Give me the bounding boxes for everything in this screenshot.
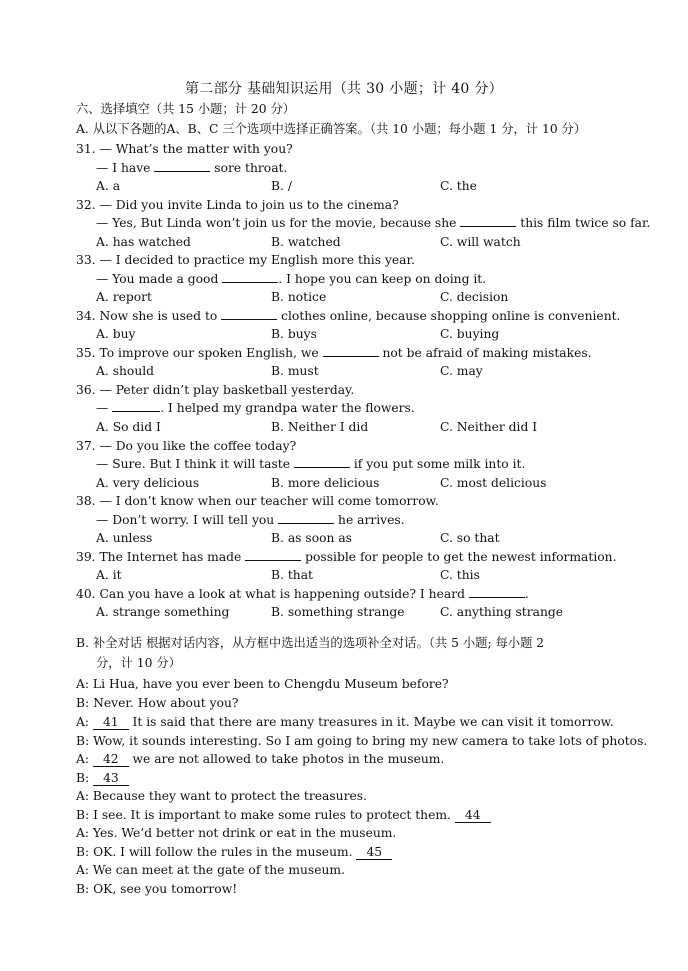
answer-blank [222,271,278,283]
question-36: 36. — Peter didn’t play basketball yesterday. [76,383,355,397]
part-b-instructions: B. 补全对话 根据对话内容，从方框中选出适当的选项补全对话。（共 5 小题; 每小题 2 [76,636,545,650]
question-32-line2: — Yes, But Linda won’t join us for the movie, because she this film twice so far. [96,216,651,230]
dialog-line: B: OK. I will follow the rules in the museum. 45 [76,844,676,860]
blank-41: 41 [93,716,129,730]
question-40-options: A. strange something B. something strange C. anything strange [96,605,564,619]
dialog-line: B: OK, see you tomorrow! [76,882,238,896]
question-38-options: A. unless B. as soon as C. so that [96,531,500,545]
answer-blank [154,160,210,172]
question-37: 37. — Do you like the coffee today? [76,439,297,453]
question-37-line2: — Sure. But I think it will taste if you put some milk into it. [96,457,526,471]
question-32-options: A. has watched B. watched C. will watch [96,235,521,249]
answer-blank [245,549,301,561]
blank-42: 42 [93,753,129,767]
question-31-options: A. a B. / C. the [96,179,477,193]
question-31: 31. — What’s the matter with you? [76,142,293,156]
blank-45: 45 [356,846,392,860]
question-37-options: A. very delicious B. more delicious C. most delicious [96,476,547,490]
question-36-line2: — . I helped my grandpa water the flowers. [96,401,415,415]
question-33-line2: — You made a good . I hope you can keep on doing it. [96,272,487,286]
dialog-line: A: Li Hua, have you ever been to Chengdu Museum before? [76,677,449,691]
blank-44: 44 [455,809,491,823]
question-35: 35. To improve our spoken English, we not be afraid of making mistakes. [76,346,592,360]
question-32: 32. — Did you invite Linda to join us to the cinema? [76,198,399,212]
dialog-line: A: 41 It is said that there are many treasures in it. Maybe we can visit it tomorrow. [76,715,614,729]
question-40: 40. Can you have a look at what is happening outside? I heard . [76,587,529,601]
page-title: 第二部分 基础知识运用（共 30 小题；计 40 分） [185,81,503,97]
answer-blank [112,400,160,412]
dialog-line: A: Because they want to protect the treasures. [76,789,367,803]
dialog-line: A: We can meet at the gate of the museum. [76,863,345,877]
dialog-line: B: I see. It is important to make some rules to protect them. 44 [76,807,676,823]
dialog-line: B: Wow, it sounds interesting. So I am going to bring my new camera to take lots of photos. [76,734,648,748]
question-31-line2: — I have sore throat. [96,161,288,175]
part-a-instructions: A. 从以下各题的A、B、C 三个选项中选择正确答案。（共 10 小题；每小题 1 分，计 10 分） [76,122,587,136]
answer-blank [294,456,350,468]
question-33-options: A. report B. notice C. decision [96,290,509,304]
part-b-instructions-cont: 分，计 10 分） [96,656,181,670]
answer-blank [460,215,516,227]
question-33: 33. — I decided to practice my English more this year. [76,253,415,267]
question-39: 39. The Internet has made possible for people to get the newest information. [76,550,617,564]
question-35-options: A. should B. must C. may [96,364,483,378]
question-39-options: A. it B. that C. this [96,568,480,582]
question-38: 38. — I don’t know when our teacher will come tomorrow. [76,494,439,508]
dialog-line: B: 43 [76,770,676,786]
answer-blank [469,586,525,598]
answer-blank [221,308,277,320]
dialog-line: A: Yes. We’d better not drink or eat in the museum. [76,826,397,840]
question-34: 34. Now she is used to clothes online, because shopping online is convenient. [76,309,621,323]
dialog-line: B: Never. How about you? [76,696,239,710]
question-34-options: A. buy B. buys C. buying [96,327,500,341]
question-36-options: A. So did I B. Neither I did C. Neither did I [96,420,538,434]
answer-blank [278,512,334,524]
answer-blank [323,345,379,357]
dialog-line: A: 42 we are not allowed to take photos in the museum. [76,752,445,766]
section-heading: 六、选择填空（共 15 小题；计 20 分） [76,102,296,116]
question-38-line2: — Don’t worry. I will tell you he arrives. [96,513,405,527]
blank-43: 43 [93,772,129,786]
